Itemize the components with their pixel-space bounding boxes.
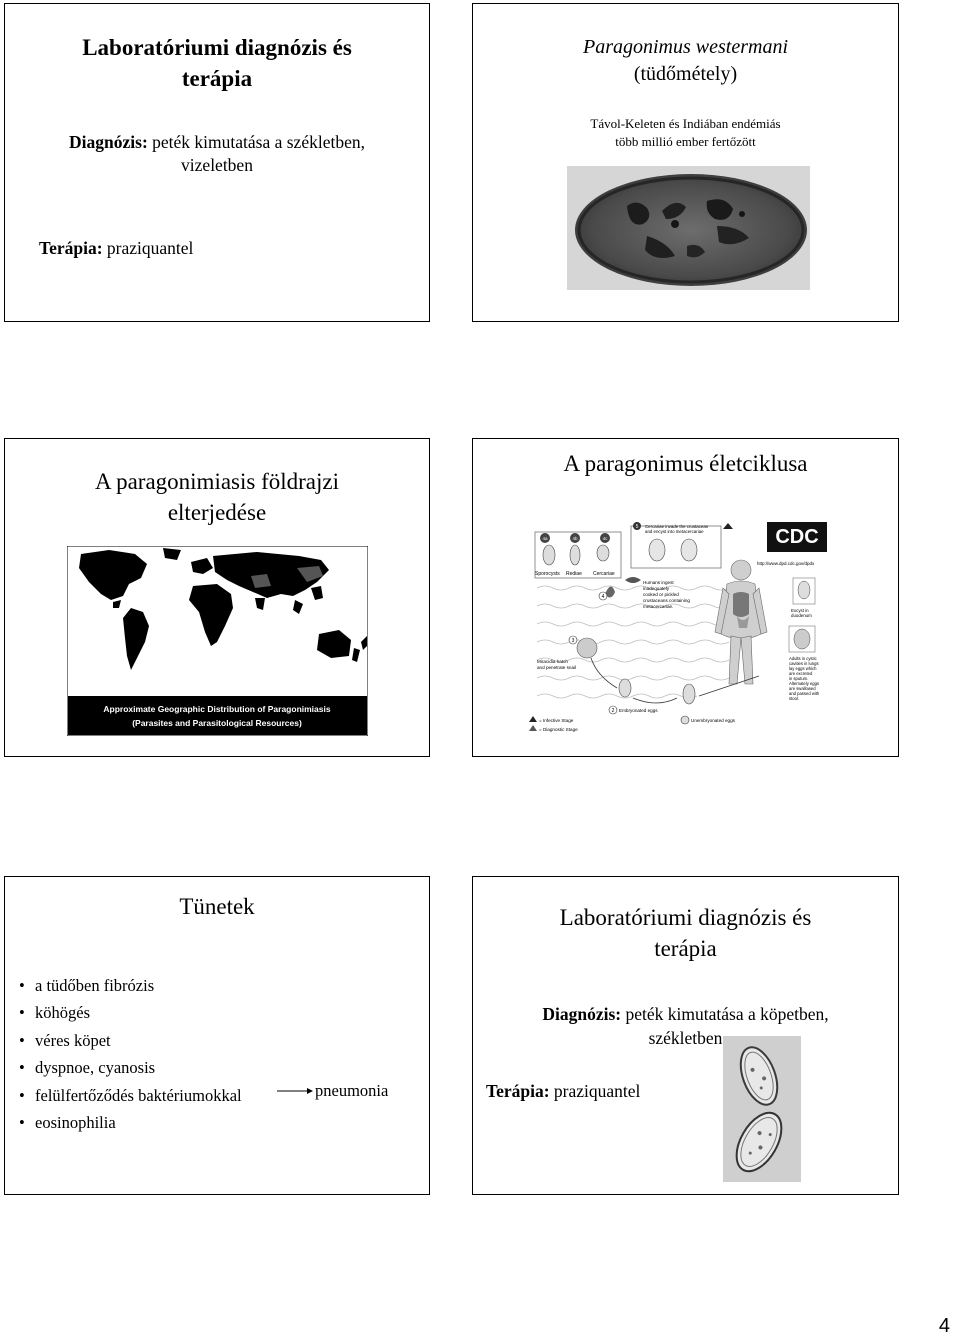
- slide-paragonimus-westermani: [472, 3, 899, 322]
- svg-text:4b: 4b: [572, 536, 578, 541]
- label-cercariae-invade-2: and encyst into metacercariae: [645, 529, 704, 534]
- svg-text:4c: 4c: [602, 536, 608, 541]
- therapy-label: Terápia:: [39, 238, 103, 258]
- page-number: 4: [938, 1315, 950, 1337]
- list-item: • véres köpet: [19, 1027, 242, 1054]
- diagnosis-label: Diagnózis:: [69, 132, 148, 152]
- therapy-text: [486, 1081, 640, 1102]
- label-adults-5: in sputum.: [789, 676, 809, 681]
- label-rediae: Rediae: [566, 571, 582, 577]
- slide-life-cycle: [472, 438, 899, 757]
- label-adults-7: are swallowed: [789, 686, 816, 691]
- legend-diagnostic: = Diagnostic Stage: [539, 727, 578, 732]
- list-item: • a tüdőben fibrózis: [19, 972, 242, 999]
- egg-micrograph: [723, 1036, 801, 1182]
- symptoms-list: [19, 972, 242, 1136]
- list-item: • köhögés: [19, 999, 242, 1026]
- diagnosis-text: [473, 1002, 898, 1050]
- cdc-logo: CDC: [775, 526, 819, 548]
- label-excyst-2: duodenum: [791, 613, 812, 618]
- description-line-1: Távol-Keleten és Indiában endémiás: [590, 116, 781, 131]
- label-sporocysts: Sporocysts: [535, 571, 560, 577]
- description-line-2: több millió ember fertőzött: [615, 134, 756, 149]
- title-line-2: terápia: [181, 66, 253, 91]
- map-caption-line-1: Approximate Geographic Distribution of Paragonimiasis: [103, 704, 331, 714]
- world-distribution-map: [67, 546, 368, 736]
- slide-title: A paragonimus életciklusa: [563, 451, 808, 476]
- therapy-text: [39, 238, 193, 259]
- legend-infective: = Infective Stage: [539, 718, 574, 723]
- label-adults-3: lay eggs which: [789, 666, 817, 671]
- diagnosis-label: Diagnózis:: [542, 1004, 622, 1024]
- title-line-2: elterjedése: [167, 500, 267, 525]
- label-humans-ingest-4: crustaceans containing: [643, 598, 690, 603]
- slide-description: [473, 115, 898, 151]
- list-item: [19, 1082, 242, 1109]
- slide-symptoms: [4, 876, 430, 1195]
- label-humans-ingest-1: Humans ingest: [643, 580, 674, 585]
- title-line-1: Laboratóriumi diagnózis és: [559, 905, 812, 930]
- slide-lab-diagnosis-1: [4, 3, 430, 322]
- label-unembryonated-eggs: Unembryonated eggs: [691, 718, 735, 723]
- diagnosis-value: peték kimutatása a köpetben,: [625, 1004, 829, 1024]
- list-item-text: felülfertőződés baktériumokkal: [35, 1085, 242, 1105]
- slide-title: [5, 466, 429, 528]
- svg-text:4a: 4a: [542, 536, 548, 541]
- life-cycle-diagram: [527, 518, 863, 736]
- label-adults-1: Adults in cystic: [789, 656, 817, 661]
- therapy-value: praziquantel: [106, 238, 194, 258]
- label-humans-ingest-5: metacercariae.: [643, 604, 674, 609]
- label-miracidia-2: and penetrate snail: [537, 665, 577, 670]
- svg-text:4: 4: [601, 594, 605, 600]
- label-embryonated-eggs: Embryonated eggs: [619, 708, 658, 713]
- label-adults-6: Alternately eggs: [789, 681, 820, 686]
- arrow-right-icon: [277, 1084, 313, 1098]
- label-excyst-1: Excyst in: [791, 608, 809, 613]
- slide-geographic-distribution: [4, 438, 430, 757]
- list-item: • eosinophilia: [19, 1109, 242, 1136]
- slide-title: [473, 34, 898, 88]
- therapy-label: Terápia:: [486, 1081, 550, 1101]
- label-cercariae: Cercariae: [593, 571, 615, 577]
- diagnosis-text: [5, 131, 429, 177]
- label-adults-9: stool.: [789, 696, 800, 701]
- diagnosis-value-line-2: vizeletben: [181, 155, 253, 175]
- svg-text:3: 3: [571, 638, 575, 644]
- map-caption-line-2: (Parasites and Parasitological Resources): [132, 718, 302, 728]
- title-line-1: A paragonimiasis földrajzi: [95, 469, 339, 494]
- label-adults-2: cavities in lungs: [789, 661, 819, 666]
- slide-title: [473, 902, 898, 964]
- svg-text:2: 2: [611, 708, 615, 714]
- slide-title: [5, 32, 429, 94]
- list-item: • dyspnoe, cyanosis: [19, 1054, 242, 1081]
- label-adults-4: are excreted: [789, 671, 813, 676]
- title-line-2: terápia: [654, 936, 717, 961]
- fluke-photo: [567, 166, 810, 290]
- label-adults-8: and passed with: [789, 691, 820, 696]
- therapy-value: praziquantel: [553, 1081, 641, 1101]
- arrow-target-text: pneumonia: [315, 1081, 389, 1100]
- label-miracidia-1: Miracidia hatch: [537, 659, 568, 664]
- diagnosis-value-line-2: székletben: [648, 1028, 723, 1048]
- cdc-url: http://www.dpd.cdc.gov/dpdx: [757, 561, 815, 566]
- slide-lab-diagnosis-2: [472, 876, 899, 1195]
- label-cercariae-invade: Cercariae invade the crustacean: [645, 524, 709, 529]
- title-line-1: Laboratóriumi diagnózis és: [82, 35, 352, 60]
- title-line-1: Paragonimus westermani: [583, 36, 788, 58]
- title-line-2: (tüdőmétely): [633, 63, 738, 85]
- slide-title: Tünetek: [179, 894, 255, 919]
- label-humans-ingest-2: inadequately: [643, 586, 670, 591]
- label-humans-ingest-3: cooked or pickled: [643, 592, 679, 597]
- svg-text:5: 5: [635, 524, 639, 530]
- diagnosis-value: peték kimutatása a székletben,: [152, 132, 365, 152]
